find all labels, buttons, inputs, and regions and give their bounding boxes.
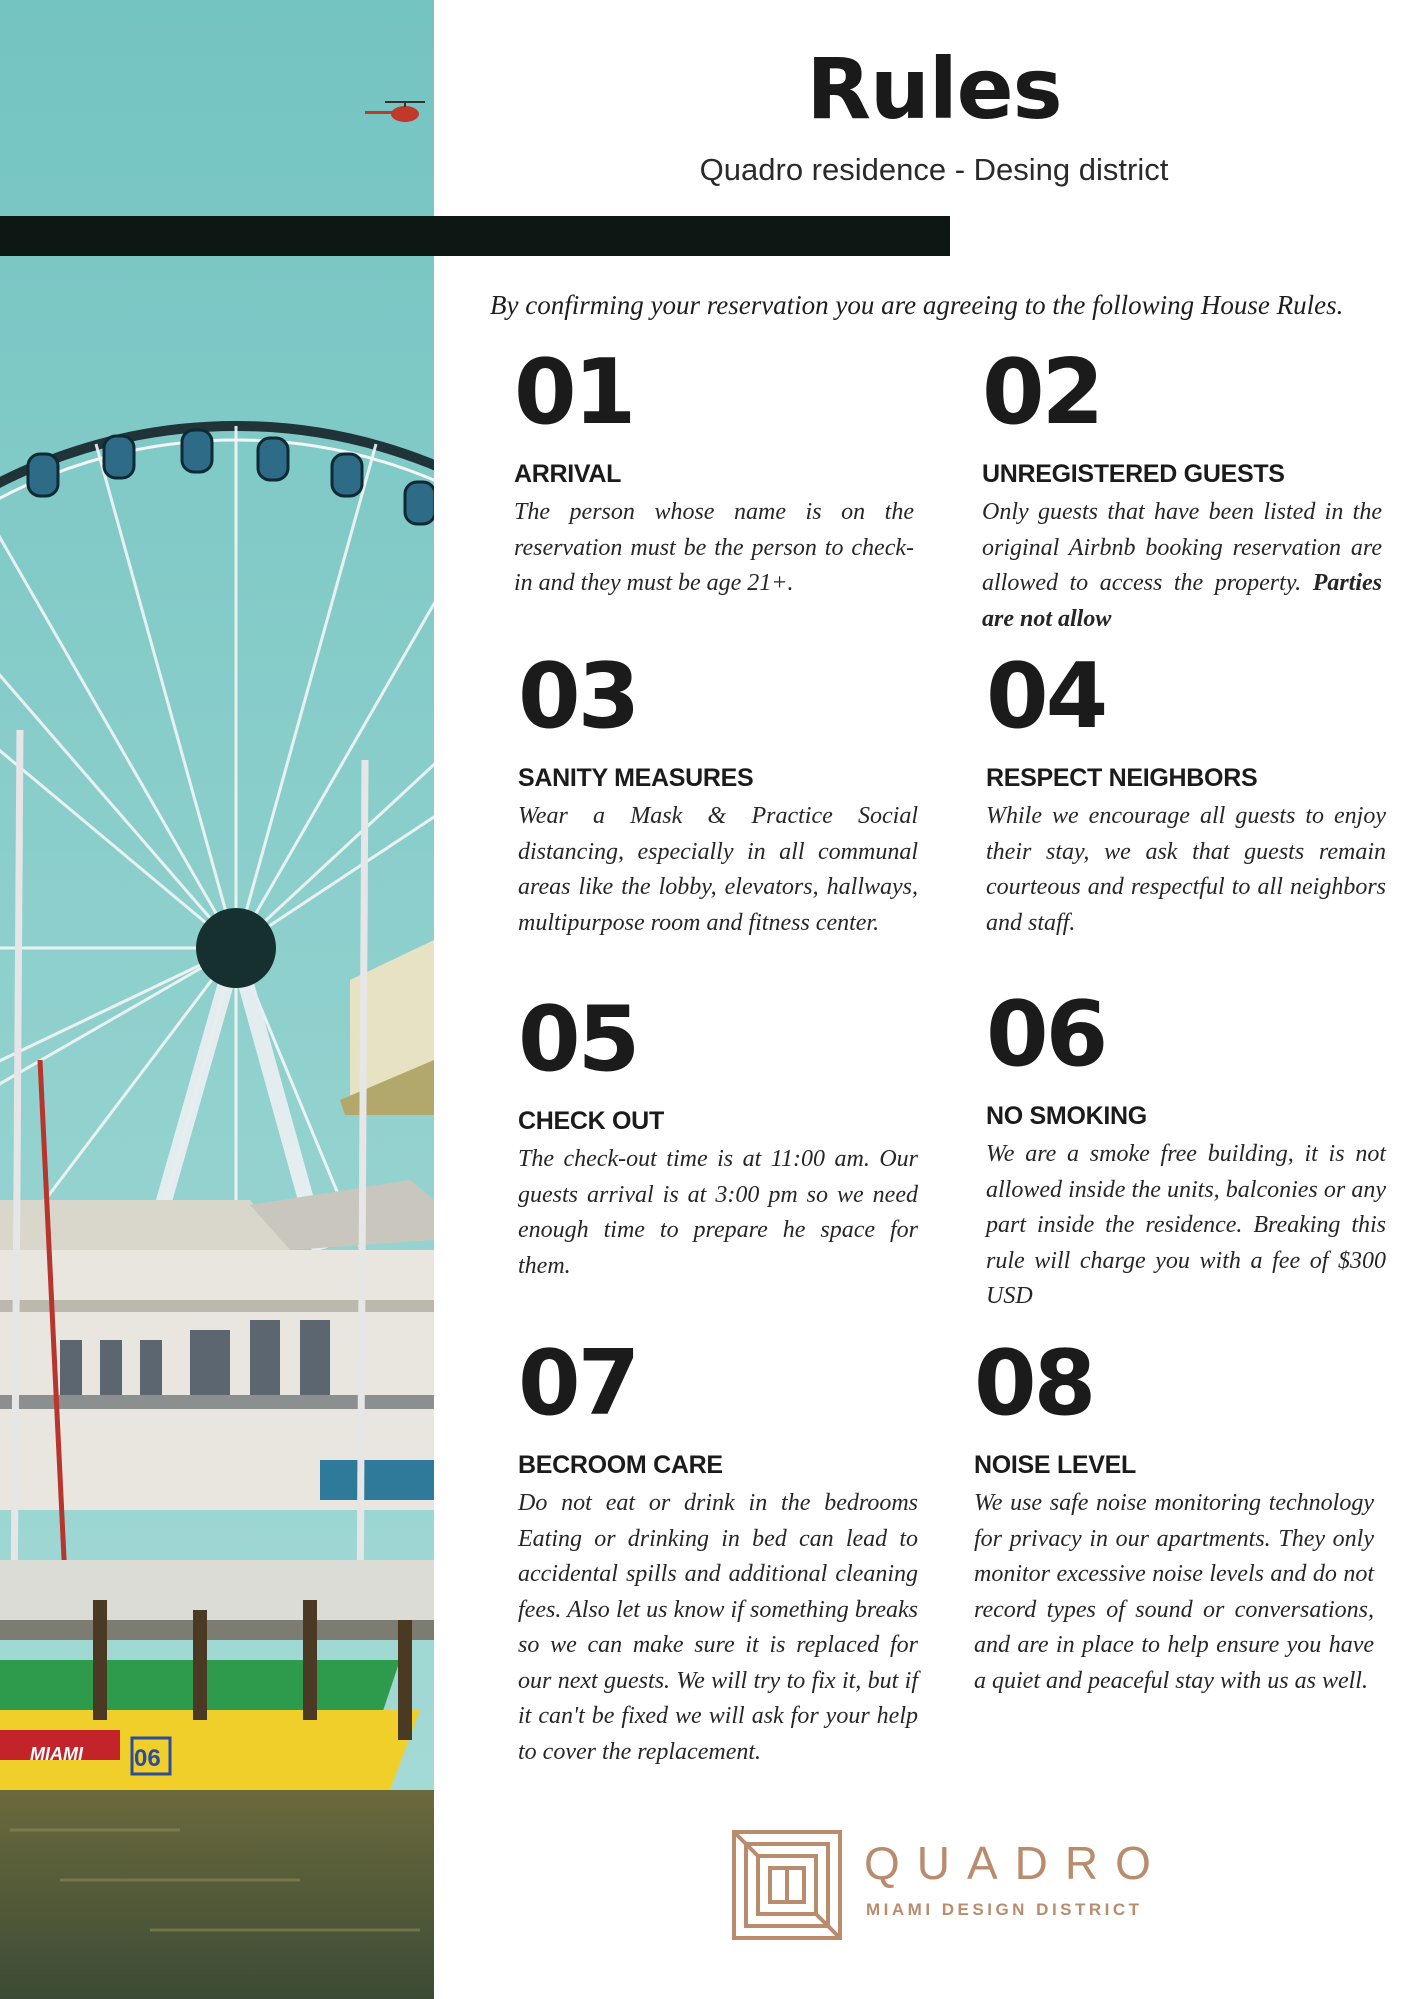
page-subtitle: Quadro residence - Desing district bbox=[699, 152, 1169, 187]
rule-number: 02 bbox=[982, 340, 1102, 445]
rule-06 bbox=[986, 982, 1386, 1315]
rule-text: We use safe noise monitoring technology for privacy in our apartments. They only monitor excessive noise levels and do not record types of sound or conversations, and are in place to help ensure you have a quiet and peaceful stay with us as well. bbox=[974, 1490, 1374, 1694]
rule-text: The person whose name is on the reservation must be the person to check-in and they must be age 21+. bbox=[514, 499, 914, 596]
rule-01 bbox=[514, 340, 914, 602]
header-divider-bar bbox=[0, 216, 950, 256]
rule-number: 07 bbox=[518, 1331, 638, 1436]
rule-title: SANITY MEASURES bbox=[518, 764, 754, 792]
rule-number: 04 bbox=[986, 644, 1106, 749]
rule-07 bbox=[518, 1331, 918, 1770]
rule-text: Wear a Mask & Practice Social distancing, especially in all communal areas like the lobby, elevators, hallways, multipurpose room and fitness center. bbox=[518, 803, 918, 936]
intro-text: By confirming your reservation you are agreeing to the following House Rules. bbox=[490, 290, 1344, 320]
boat-number: 06 bbox=[134, 1745, 161, 1772]
quadro-maze-icon bbox=[728, 1826, 846, 1944]
rule-text: The check-out time is at 11:00 am. Our guests arrival is at 3:00 pm so we need enough time to prepare he space for them. bbox=[518, 1146, 918, 1279]
rule-number: 03 bbox=[518, 644, 638, 749]
rule-title: UNREGISTERED GUESTS bbox=[982, 460, 1285, 488]
quadro-logo bbox=[728, 1826, 1188, 1946]
logo-tagline: MIAMI DESIGN DISTRICT bbox=[866, 1900, 1143, 1919]
rule-text: Do not eat or drink in the bedrooms Eating or drinking in bed can lead to accidental spills and additional cleaning fees. Also let us know if something breaks so we can make sure it is replaced for our next guests. We will try to fix it, but if it can't be fixed we will ask for your help to cover the replacement. bbox=[518, 1490, 918, 1765]
rule-03 bbox=[518, 644, 918, 941]
rule-text: Only guests that have been listed in the original Airbnb booking reservation are allowed to access the property. bbox=[982, 499, 1382, 596]
rule-number: 06 bbox=[986, 982, 1106, 1087]
rule-text: While we encourage all guests to enjoy their stay, we ask that guests remain courteous and respectful to all neighbors and staff. bbox=[986, 803, 1386, 936]
rule-number: 08 bbox=[974, 1331, 1094, 1436]
ferris-wheel-photo bbox=[0, 0, 434, 1999]
rule-title: ARRIVAL bbox=[514, 460, 622, 488]
rule-title: BECROOM CARE bbox=[518, 1451, 723, 1479]
boat-text: MIAMI bbox=[30, 1744, 83, 1764]
rule-04 bbox=[986, 644, 1386, 941]
page-title: Rules bbox=[806, 40, 1062, 138]
rule-text: We are a smoke free building, it is not allowed inside the units, balconies or any part inside the residence. Breaking this rule will charge you with a fee of $300 USD bbox=[986, 1141, 1386, 1309]
rule-title: NO SMOKING bbox=[986, 1102, 1147, 1130]
rule-text-block bbox=[982, 495, 1382, 637]
logo-wordmark: QUADRO bbox=[864, 1837, 1168, 1889]
rule-title: NOISE LEVEL bbox=[974, 1451, 1137, 1479]
rule-05 bbox=[518, 987, 918, 1284]
rule-title: CHECK OUT bbox=[518, 1107, 664, 1135]
rule-title: RESPECT NEIGHBORS bbox=[986, 764, 1258, 792]
rule-emphasis: Parties are not allow bbox=[982, 570, 1383, 632]
rule-number: 05 bbox=[518, 987, 638, 1092]
rule-number: 01 bbox=[514, 340, 634, 445]
rule-02 bbox=[982, 340, 1383, 637]
rule-08 bbox=[974, 1331, 1374, 1699]
